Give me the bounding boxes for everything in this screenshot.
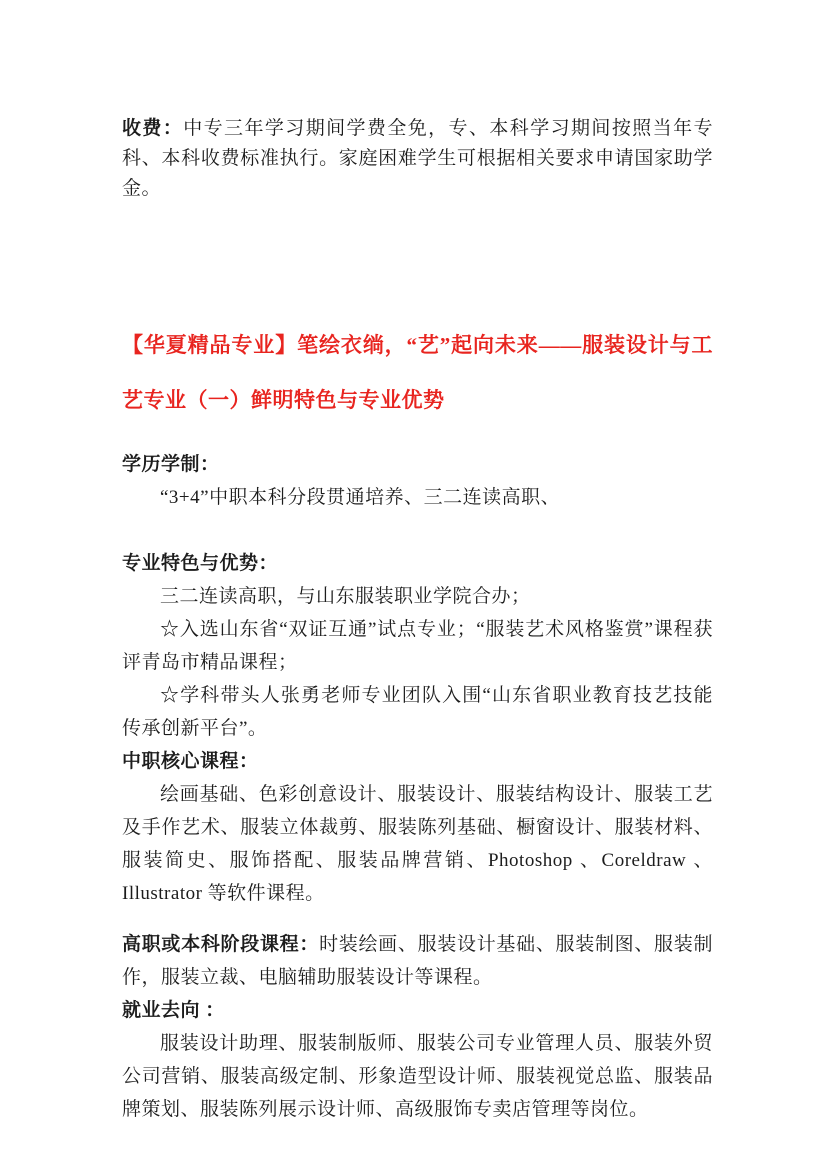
zhongzhi-text: 绘画基础、色彩创意设计、服装设计、服装结构设计、服装工艺及手作艺术、服装立体裁剪、服装陈列基础、橱窗设计、服装材料、服装简史、服饰搭配、服装品牌营销、Photoshop 、Coreldraw 、Illustrator 等软件课程。 [122, 784, 713, 904]
xueli-text: “3+4”中职本科分段贯通培养、三二连读高职、 [160, 487, 561, 508]
fee-text: 中专三年学习期间学费全免，专、本科学习期间按照当年专科、本科收费标准执行。家庭困难学生可根据相关要求申请国家助学金。 [122, 118, 713, 199]
paragraph-fee [122, 114, 713, 204]
gaozhi-text: 时装绘画、服装设计基础、服装制图、服装制作，服装立裁、电脑辅助服装设计等课程。 [122, 934, 713, 988]
section-label-xueli: 学历学制： [122, 454, 220, 475]
tese-item-1: 三二连读高职，与山东服装职业学院合办； [160, 586, 531, 607]
tese-item-2: ☆入选山东省“双证互通”试点专业；“服装艺术风格鉴赏”课程获评青岛市精品课程； [122, 619, 713, 673]
section-label-zhongzhi: 中职核心课程： [122, 751, 259, 772]
section-label-jiuye: 就业去向 ： [122, 1000, 225, 1021]
section-label-tese: 专业特色与优势： [122, 553, 279, 574]
article-title: 【华夏精品专业】笔绘衣绱，“艺”起向未来——服装设计与工艺专业（一）鲜明特色与专业优势 [122, 333, 713, 412]
jiuye-text: 服装设计助理、服装制版师、服装公司专业管理人员、服装外贸公司营销、服装高级定制、形象造型设计师、服装视觉总监、服装品牌策划、服装陈列展示设计师、高级服饰专卖店管理等岗位。 [122, 1033, 713, 1120]
tese-item-3: ☆学科带头人张勇老师专业团队入围“山东省职业教育技艺技能传承创新平台”。 [122, 685, 713, 739]
fee-label: 收费： [122, 118, 184, 139]
paragraph-gaozhi [122, 928, 713, 994]
section-label-gaozhi: 高职或本科阶段课程： [122, 934, 320, 955]
